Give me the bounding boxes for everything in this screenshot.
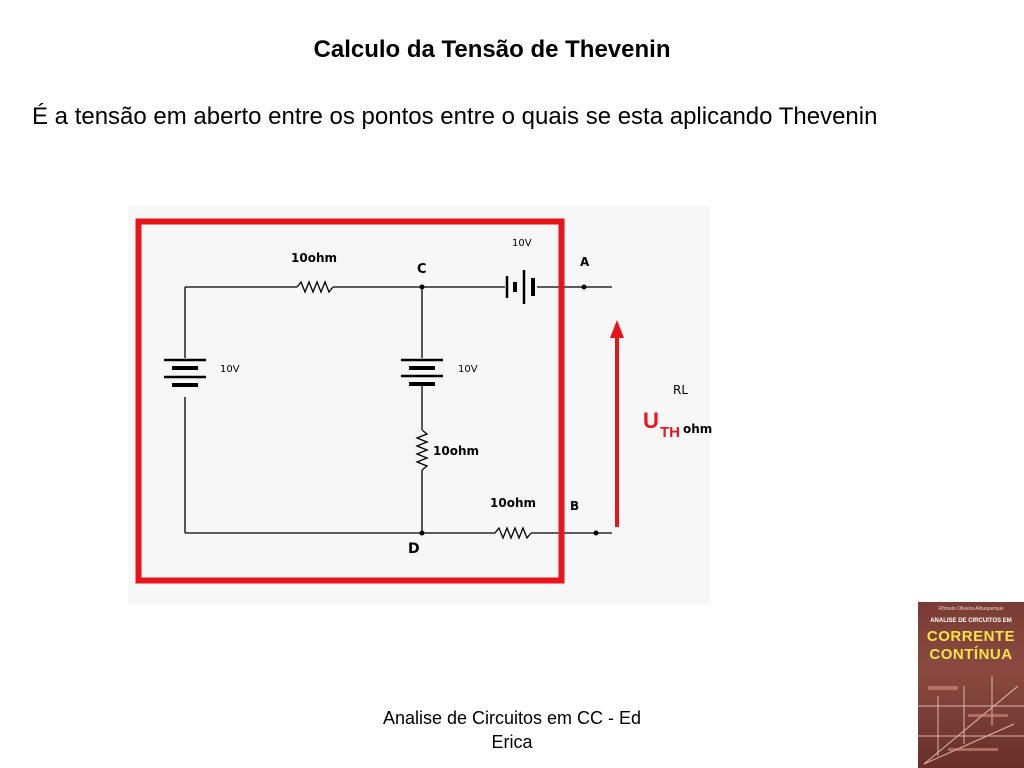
book-author: Rômulo Oliveira Albuquerque [938, 606, 1004, 612]
voltage-label-subscript: TH [660, 424, 680, 441]
label-resistor-mid: 10ohm [433, 444, 479, 458]
label-node-b: B [570, 499, 580, 513]
book-cover-image [918, 602, 1024, 768]
label-node-d: D [408, 541, 420, 557]
label-node-c: C [417, 262, 427, 277]
label-battery-mid: 10V [458, 364, 478, 375]
label-resistor-bottom: 10ohm [490, 496, 536, 510]
node-c-dot [420, 285, 425, 290]
node-b-dot [594, 531, 599, 536]
book-cover-art [918, 666, 1024, 768]
node-a-dot [582, 285, 587, 290]
label-load-value: ohm [683, 422, 713, 436]
label-battery-top: 10V [512, 238, 532, 249]
label-node-a: A [580, 255, 590, 269]
label-resistor-top: 10ohm [291, 251, 337, 265]
label-battery-left: 10V [220, 364, 240, 375]
book-title-line2: CONTÍNUA [929, 646, 1013, 663]
node-d-dot [420, 531, 425, 536]
label-load-name: RL [673, 383, 689, 397]
book-title-line1: CORRENTE [926, 628, 1016, 645]
voltage-label-symbol: U [643, 408, 659, 433]
slide-body-text: É a tensão em aberto entre os pontos entre o quais se esta aplicando Thevenin [32, 103, 878, 130]
slide-title: Calculo da Tensão de Thevenin [313, 36, 671, 63]
slide-footer: Analise de Circuitos em CC - Ed Erica [382, 708, 642, 752]
book-subtitle: ANALISE DE CIRCUITOS EM [930, 618, 1012, 624]
